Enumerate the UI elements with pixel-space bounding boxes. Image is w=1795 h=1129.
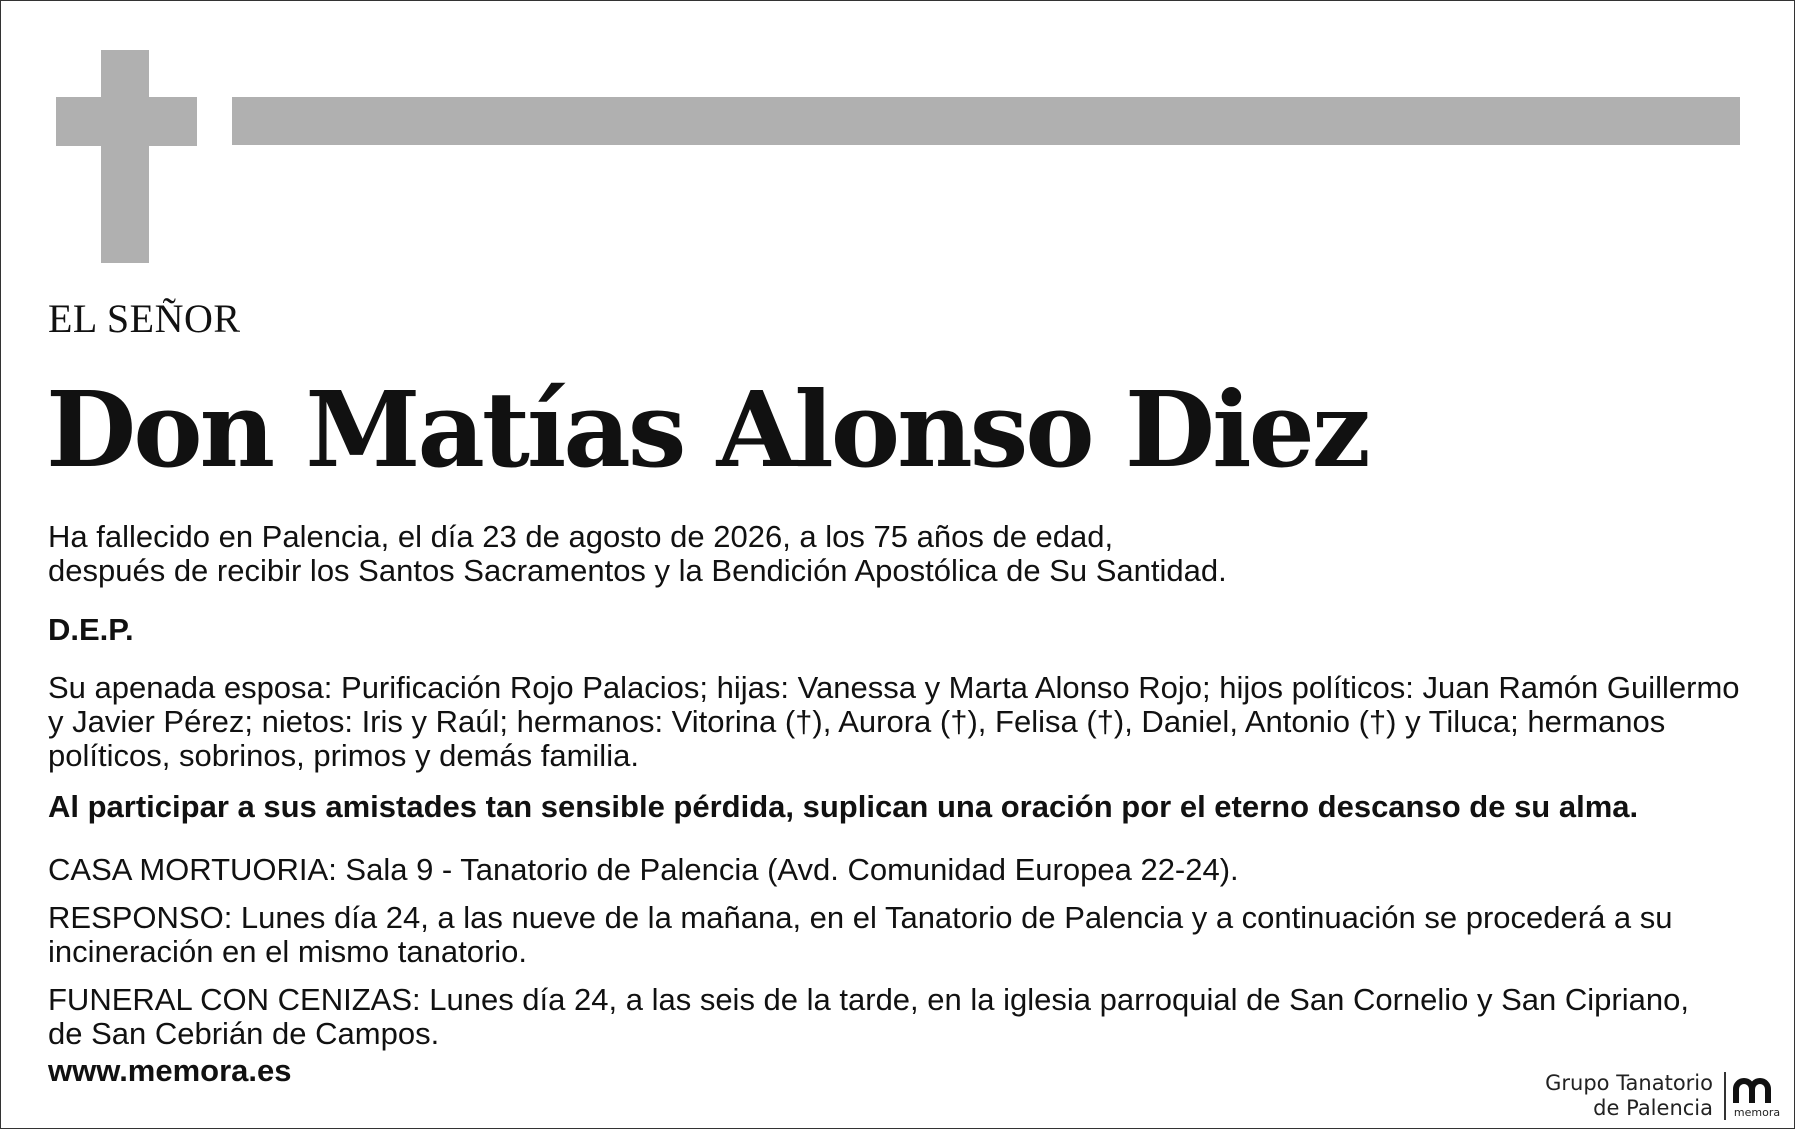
logo-company-name bbox=[1545, 1071, 1713, 1121]
header-bar bbox=[232, 97, 1740, 145]
responso-line-2: incineración en el mismo tanatorio. bbox=[48, 934, 528, 969]
cross-horizontal-beam bbox=[56, 97, 197, 146]
deceased-name: Don Matías Alonso Diez bbox=[46, 368, 1368, 491]
logo-divider bbox=[1724, 1072, 1726, 1120]
prayer-request: Al participar a sus amistades tan sensible pérdida, suplican una oración por el eterno descanso de su alma. bbox=[48, 789, 1639, 824]
casa-mortuoria: CASA MORTUORIA: Sala 9 - Tanatorio de Palencia (Avd. Comunidad Europea 22-24). bbox=[48, 852, 1239, 887]
family-line-2: y Javier Pérez; nietos: Iris y Raúl; hermanos: Vitorina (†), Aurora (†), Felisa (†), Daniel, Antonio (†) y Tiluca; hermanos bbox=[48, 704, 1666, 739]
family-line-1: Su apenada esposa: Purificación Rojo Palacios; hijas: Vanessa y Marta Alonso Rojo; hijos políticos: Juan Ramón Guillermo bbox=[48, 670, 1740, 705]
funeral-line-2: de San Cebrián de Campos. bbox=[48, 1016, 440, 1051]
responso-line-1: RESPONSO: Lunes día 24, a las nueve de la mañana, en el Tanatorio de Palencia y a continuación se procederá a su bbox=[48, 900, 1673, 935]
death-notice-line-2: después de recibir los Santos Sacramentos y la Bendición Apostólica de Su Santidad. bbox=[48, 553, 1227, 588]
logo-line-1: Grupo Tanatorio bbox=[1545, 1071, 1713, 1095]
logo-line-2: de Palencia bbox=[1593, 1096, 1713, 1120]
dep-label: D.E.P. bbox=[48, 612, 134, 647]
death-notice-line-1: Ha fallecido en Palencia, el día 23 de agosto de 2026, a los 75 años de edad, bbox=[48, 519, 1114, 554]
logo-brand-word: memora bbox=[1733, 1106, 1781, 1119]
website-link[interactable]: www.memora.es bbox=[48, 1053, 292, 1088]
family-line-3: políticos, sobrinos, primos y demás familia. bbox=[48, 738, 639, 773]
cross-vertical-beam bbox=[101, 50, 149, 263]
funeral-line-1: FUNERAL CON CENIZAS: Lunes día 24, a las seis de la tarde, en la iglesia parroquial de San Cornelio y San Cipriano, bbox=[48, 982, 1689, 1017]
honorific: EL SEÑOR bbox=[48, 296, 241, 341]
